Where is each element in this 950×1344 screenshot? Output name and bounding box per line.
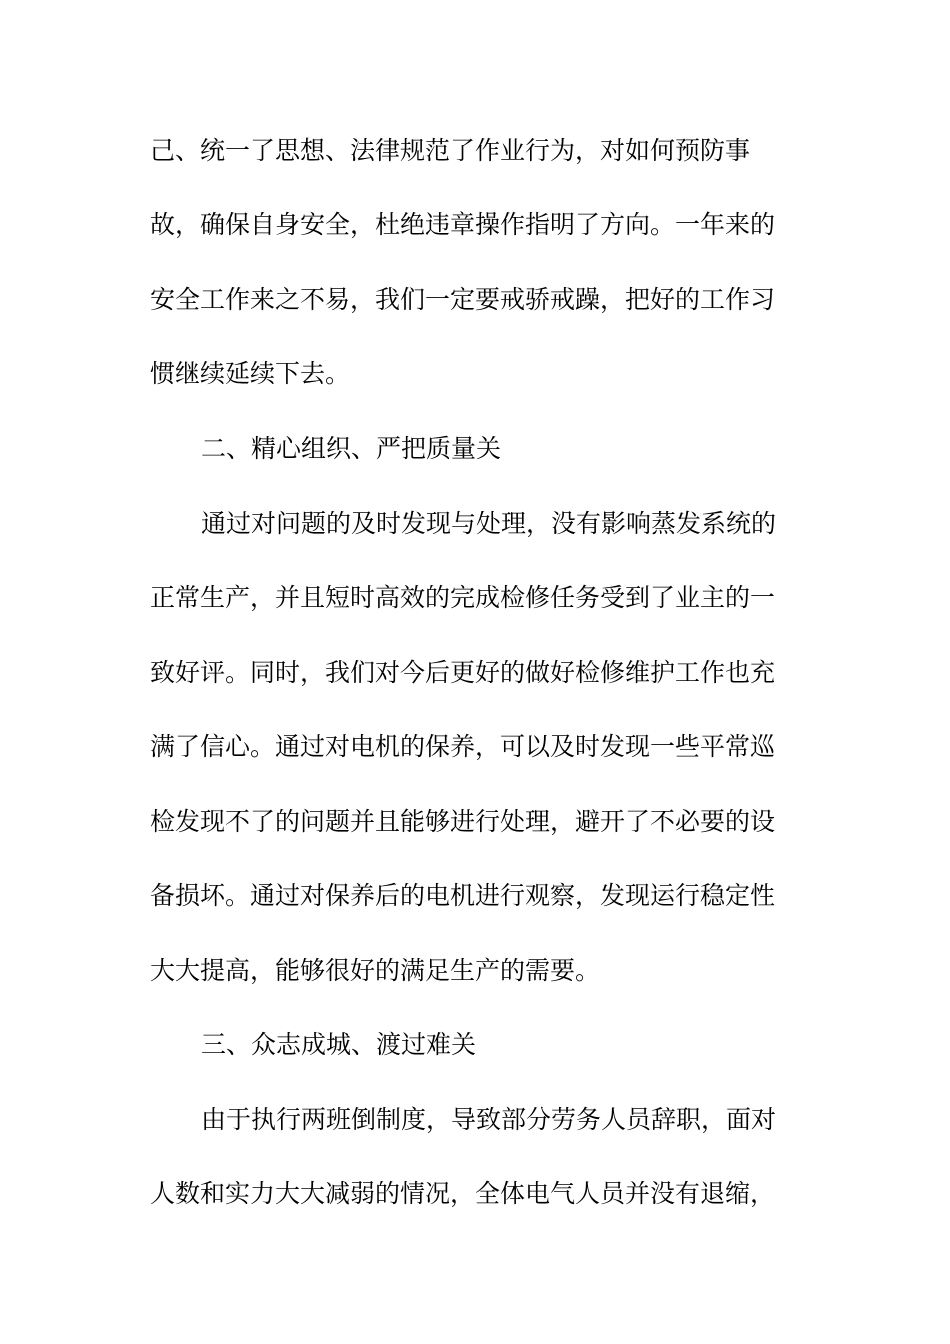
paragraph-line: 大大提高，能够很好的满足生产的需要。: [150, 956, 601, 985]
paragraph-line: 由于执行两班倒制度，导致部分劳务人员辞职，面对: [201, 1105, 777, 1134]
paragraph-line: 致好评。同时，我们对今后更好的做好检修维护工作也充: [150, 658, 776, 687]
paragraph-line: 满了信心。通过对电机的保养，可以及时发现一些平常巡: [150, 732, 776, 761]
paragraph-line: 惯继续延续下去。: [150, 359, 351, 388]
paragraph-line: 安全工作来之不易，我们一定要戒骄戒躁，把好的工作习: [150, 285, 776, 314]
paragraph-line: 备损坏。通过对保养后的电机进行观察，发现运行稳定性: [150, 881, 776, 910]
paragraph-line: 己、统一了思想、法律规范了作业行为，对如何预防事: [150, 136, 751, 165]
paragraph-line: 通过对问题的及时发现与处理，没有影响蒸发系统的: [201, 509, 777, 538]
paragraph-line: 检发现不了的问题并且能够进行处理，避开了不必要的设: [150, 807, 776, 836]
paragraph-line: 故，确保自身安全，杜绝违章操作指明了方向。一年来的: [150, 210, 776, 239]
section-heading: 三、众志成城、渡过难关: [201, 1030, 477, 1059]
section-heading: 二、精心组织、严把质量关: [201, 434, 502, 463]
paragraph-line: 人数和实力大大减弱的情况，全体电气人员并没有退缩，: [150, 1179, 776, 1208]
paragraph-line: 正常生产，并且短时高效的完成检修任务受到了业主的一: [150, 583, 776, 612]
